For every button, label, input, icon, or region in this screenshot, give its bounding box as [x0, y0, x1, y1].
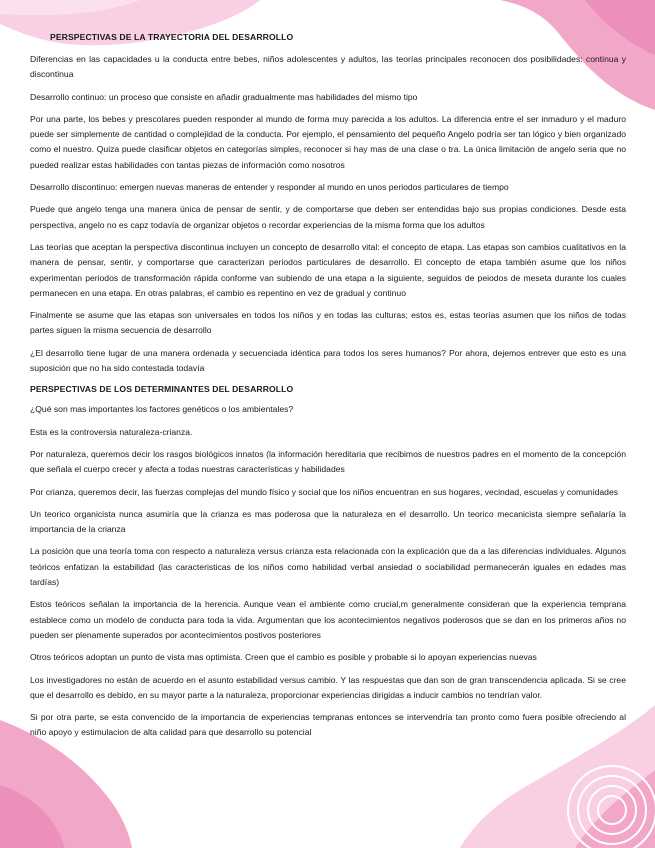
paragraph: ¿El desarrollo tiene lugar de una manera ordenada y secuenciada idéntica para todos los seres humanos? Por ahora, dejemos entrever que esto es una suposición que no ha sido contestada todavía — [30, 347, 626, 374]
paragraph: ¿Qué son mas importantes los factores genéticos o los ambientales? — [30, 404, 294, 415]
paragraph: Finalmente se asume que las etapas son universales en todos los niños y en todas las culturas; estos es, estas teorías asumen que los niños de todas partes siguen la misma secuencia de desarrollo — [30, 310, 626, 336]
paragraph: Diferencias en las capacidades u la conducta entre bebes, niños adolescentes y adultos, las teorías principales reconocen dos posibilidades: continua y discontinua — [30, 54, 626, 80]
paragraph: Desarrollo continuo: un proceso que consiste en añadir gradualmente mas habilidades del mismo tipo — [30, 91, 418, 102]
section-heading: PERSPECTIVAS DE LOS DETERMINANTES DEL DESARROLLO — [30, 384, 294, 395]
paragraph: Las teorías que aceptan la perspectiva discontinua incluyen un concepto de desarrollo vital: el concepto de etapa. Las etapas son cambios cualitativos en la manera de pensar, sentir, y comportarse que caracterizan periodos particulares de desarrollo. El concepto de etapa también asume que los niños experimentan periodos de transformación rápida conforme van subiendo de una etapa a la siguiente, seguidos de peiodos de meseta durante los cuales permanecen en una etapa. En otras palabras, el cambio es repentino en vez de gradual y continuo — [30, 241, 626, 298]
paragraph: Por una parte, los bebes y prescolares pueden responder al mundo de forma muy parecida a los adultos. La diferencia entre el ser inmaduro y el maduro puede ser simplemente de cantidad o complejidad de la conducta. Por ejemplo, el pensamiento del pequeño Angelo podría ser tan lógico y bien organizado como el nuestro. Quiza puede clasificar objetos en categorías simples, reconocer si hay mas de una clase o tra. La única limitación de angelo seria que no pueded realizar estas habilidades con tantas piezas de información como nosotros — [30, 113, 626, 170]
paragraph: Por crianza, queremos decir, las fuerzas complejas del mundo físico y social que los niños encuentran en sus hogares, vecindad, escuelas y comunidades — [30, 486, 619, 497]
document-body — [30, 31, 626, 741]
paragraph: Si por otra parte, se esta convencido de la importancia de experiencias tempranas entonces se intervendría tan pronto como fuera posible ofreciendo al niño apoyo y estimulacion de alta calidad para que desarrollo su potencial — [30, 712, 626, 738]
paragraph: Los investigadores no están de acuerdo en el asunto estabilidad versus cambio. Y las respuestas que dan son de gran transcendencia aplicada. Si se cree que el desarrollo es debido, en su mayor parte a la naturaleza, proporcionar experiencias dirigidas a inducir cambios no tendrían valor. — [30, 674, 626, 700]
paragraph: Puede que angelo tenga una manera única de pensar de sentir, y de comportarse que deben ser entendidas bajo sus propias condiciones. Desde esta perspectiva, angelo no es capz todavía de organizar objetos o recordar experiencias de la misma forma que los adultos — [30, 204, 626, 230]
document-title: PERSPECTIVAS DE LA TRAYECTORIA DEL DESARROLLO — [50, 32, 294, 42]
paragraph: La posición que una teoría toma con respecto a naturaleza versus crianza esta relacionada con la explicación que da a las diferencias individuales. Algunos teóricos enfatizan la estabilidad (las caracteristicas de los niños como habilidad verbal ansiedad o sociabilidad permanecerán iguales en edades mas tardías) — [30, 546, 626, 588]
paragraph: Desarrollo discontinuo: emergen nuevas maneras de entender y responder al mundo en unos periodos particulares de tiempo — [30, 182, 509, 193]
paragraph: Esta es la controversia naturaleza-crianza. — [30, 426, 193, 437]
paragraph: Un teorico organicista nunca asumiría que la crianza es mas poderosa que la naturaleza en el desarrollo. Un teorico mecanicista siempre señalaría la importancia de la crianza — [30, 508, 626, 535]
paragraph: Por naturaleza, queremos decir los rasgos biológicos innatos (la información hereditaria que recibimos de nuestros padres en el momento de la concepción que señala el cuerpo crecer y afecta a todas nuestras características y habilidades — [30, 448, 626, 475]
paragraph: Estos teóricos señalan la importancia de la herencia. Aunque vean el ambiente como crucial,m generalmente consideran que la experiencia temprana establece como un modelo de conducta para toda la vida. Argumentan que los acontecimientos negativos poderosos que se dan en los primeros años no pueden ser plenamente superados por acontecimientos postivos posteriores — [30, 599, 626, 640]
paragraph: Otros teóricos adoptan un punto de vista mas optimista. Creen que el cambio es posible y probable si lo apoyan experiencias nuevas — [30, 652, 537, 663]
